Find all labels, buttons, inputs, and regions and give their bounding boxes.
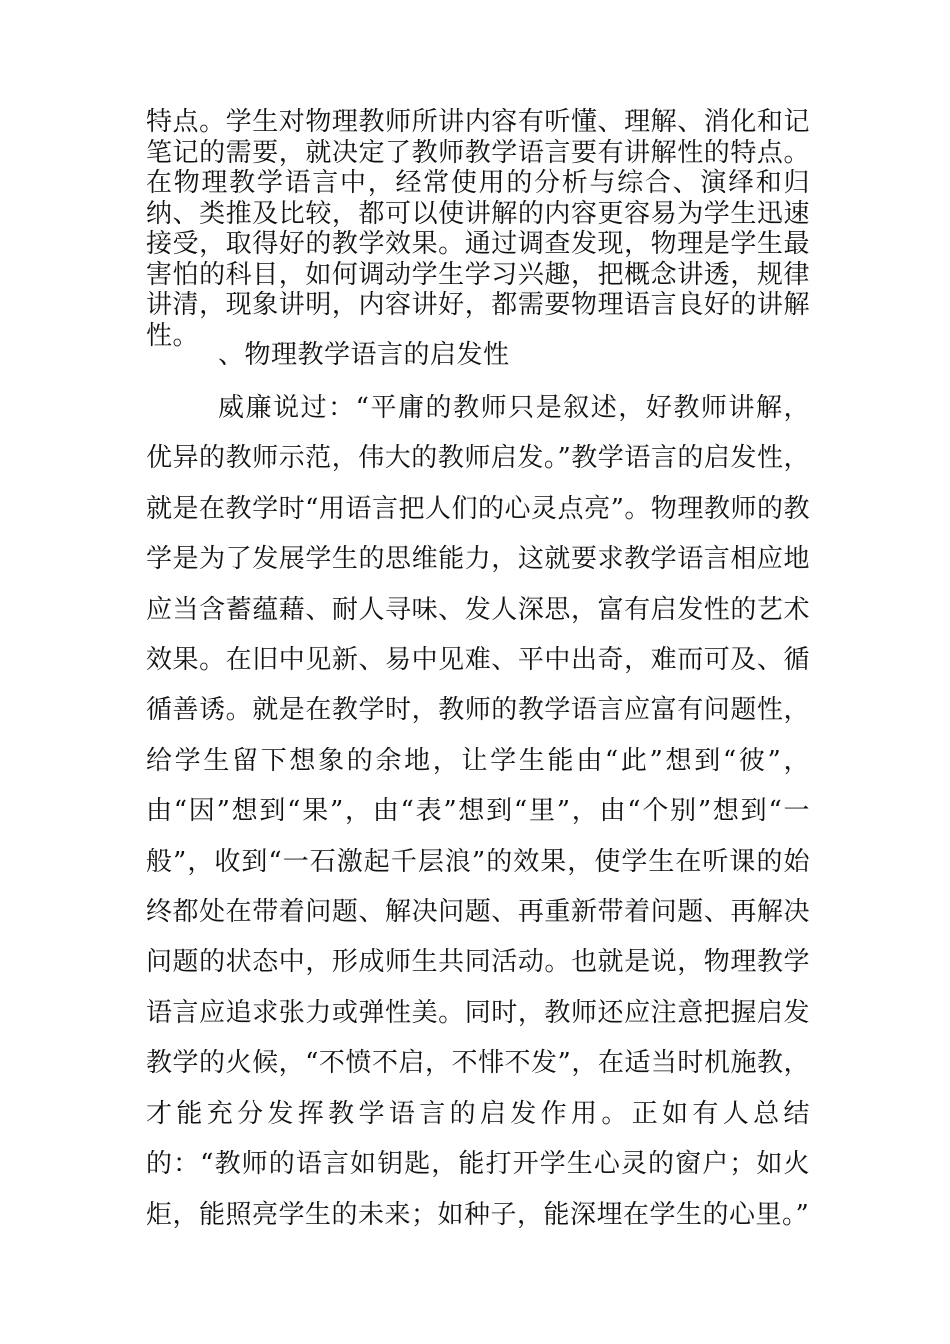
- paragraph-explanatory: 特点。学生对物理教师所讲内容有听懂、理解、消化和记笔记的需要，就决定了教师教学语言要有讲解性的特点。在物理教学语言中，经常使用的分析与综合、演绎和归纳、类推及比较，都可以使讲解的内容更容易为学生迅速接受，取得好的教学效果。通过调查发现，物理是学生最害怕的科目，如何调动学生学习兴趣，把概念讲透，规律讲清，现象讲明，内容讲好，都需要物理语言良好的讲解性。: [146, 107, 810, 351]
- section-heading: 、物理教学语言的启发性: [218, 340, 510, 370]
- paragraph-inspirational: 威廉说过：“平庸的教师只是叙述，好教师讲解，优异的教师示范，伟大的教师启发。”教学语言的启发性，就是在教学时“用语言把人们的心灵点亮”。物理教师的教学是为了发展学生的思维能力，这就要求教学语言相应地应当含蓄蕴藉、耐人寻味、发人深思，富有启发性的艺术效果。在旧中见新、易中见难、平中出奇，难而可及、循循善诱。就是在教学时，教师的教学语言应富有问题性，给学生留下想象的余地，让学生能由“此”想到“彼”，由“因”想到“果”，由“表”想到“里”，由“个别”想到“一般”，收到“一石激起千层浪”的效果，使学生在听课的始终都处在带着问题、解决问题、再重新带着问题、再解决问题的状态中，形成师生共同活动。也就是说，物理教学语言应追求张力或弹性美。同时，教师还应注意把握启发教学的火候，“不愤不启，不悱不发”，在适当时机施教，才能充分发挥教学语言的启发作用。正如有人总结的：“教师的语言如钥匙，能打开学生心灵的窗户；如火炬，能照亮学生的未来；如种子，能深埋在学生的心里。”: [146, 393, 810, 1230]
